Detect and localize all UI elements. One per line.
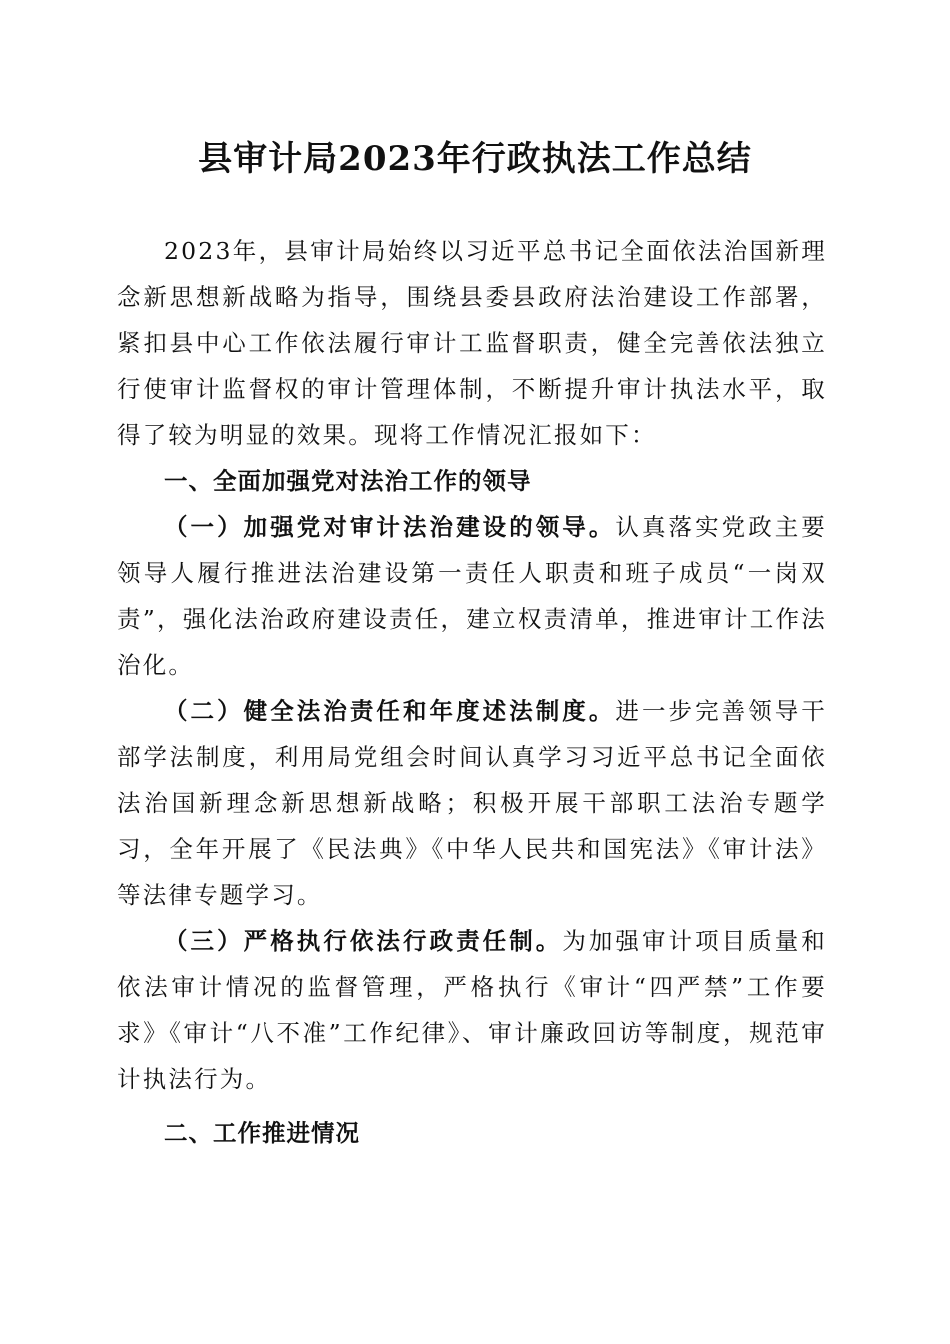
document-title: 县审计局2023年行政执法工作总结 xyxy=(198,139,752,179)
section-item-1-3 xyxy=(117,918,827,1102)
item-text: 认真落实党政主要领导人履行推进法治建设第一责任人职责和班子成员“一岗双责”，强化法治政府建设责任，建立权责清单，推进审计工作法治化。 xyxy=(117,513,827,679)
section-heading-1: 一、全面加强党对法治工作的领导 xyxy=(164,467,532,495)
item-text: 进一步完善领导干部学法制度，利用局党组会时间认真学习习近平总书记全面依法治国新理念新思想新战略；积极开展干部职工法治专题学习，全年开展了《民法典》《中华人民共和国宪法》《审计法》等法律专题学习。 xyxy=(117,697,827,909)
section-heading-2: 二、工作推进情况 xyxy=(164,1119,360,1147)
section-item-1-2 xyxy=(117,688,827,918)
intro-paragraph: 2023年，县审计局始终以习近平总书记全面依法治国新理念新思想新战略为指导，围绕县委县政府法治建设工作部署，紧扣县中心工作依法履行审计工监督职责，健全完善依法独立行使审计监督权的审计管理体制，不断提升审计执法水平，取得了较为明显的效果。现将工作情况汇报如下： xyxy=(117,237,827,449)
item-subtitle: （一）加强党对审计法治建设的领导。 xyxy=(164,513,616,541)
item-subtitle: （二）健全法治责任和年度述法制度。 xyxy=(164,697,616,725)
section-item-1-1 xyxy=(117,504,827,688)
item-text: 为加强审计项目质量和依法审计情况的监督管理，严格执行《审计“四严禁”工作要求》《审计“八不准”工作纪律》、审计廉政回访等制度，规范审计执法行为。 xyxy=(117,927,827,1093)
document-body xyxy=(117,228,827,1156)
item-subtitle: （三）严格执行依法行政责任制。 xyxy=(164,927,563,955)
